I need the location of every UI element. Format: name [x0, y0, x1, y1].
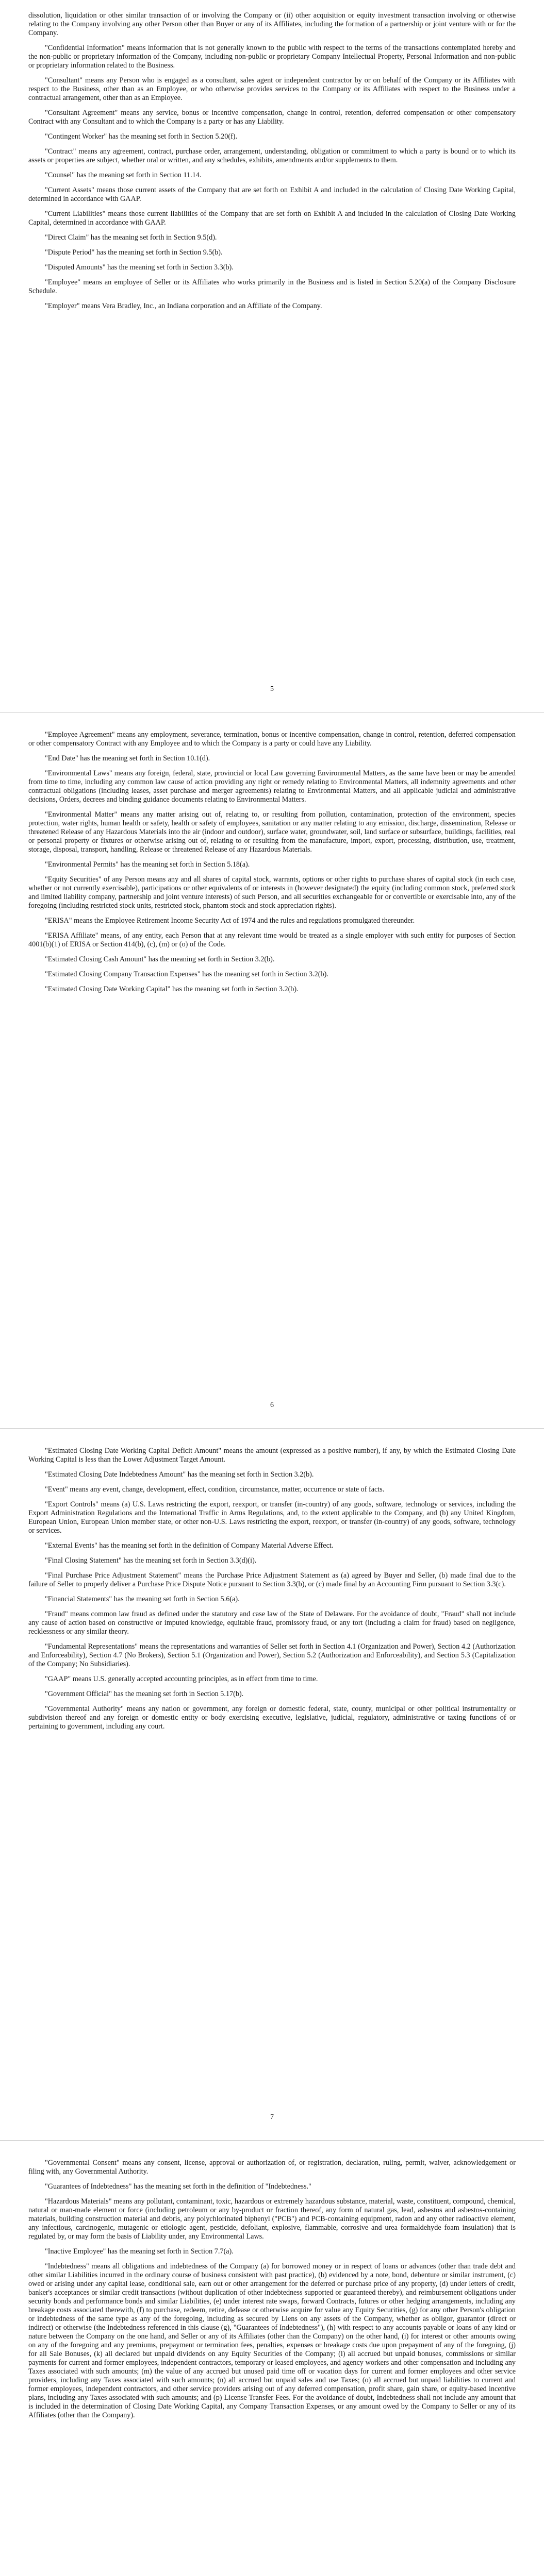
definition-paragraph: "Estimated Closing Date Indebtedness Amount" has the meaning set forth in Section 3.2(b).: [45, 1470, 314, 1479]
definition-paragraph: "Counsel" has the meaning set forth in Section 11.14.: [45, 171, 202, 179]
definition-paragraph: "Direct Claim" has the meaning set forth in Section 9.5(d).: [45, 233, 217, 242]
definition-paragraph: "Export Controls" means (a) U.S. Laws restricting the export, reexport, or transfer (in-country) of any goods, software, technology or services, including the Export Administration Regulations and the International Traffic in Arms Regulations, and, to the extent applicable to the Company, and (b) any United Kingdom, European Union, European Union member state, or other non-U.S. Laws restricting the export, reexport, or transfer (in-country) of any goods, software, technology or services.: [28, 1500, 516, 1535]
page-6-body: [28, 731, 516, 1000]
definition-paragraph: "Dispute Period" has the meaning set forth in Section 9.5(b).: [45, 248, 223, 257]
definition-paragraph: "Contingent Worker" has the meaning set forth in Section 5.20(f).: [45, 132, 238, 141]
definition-paragraph: "Hazardous Materials" means any pollutant, contaminant, toxic, hazardous or extremely hazardous substance, material, waste, constituent, compound, chemical, natural or man-made element or force (including petroleum or any by-product or fraction thereof, any form of natural gas, lead, asbestos and asbestos-containing materials, building construction material and debris, any polychlorinated biphenyl ("PCB") and PCB-containing equipment, radon and any other radioactive element, any infectious, carcinogenic, mutagenic or etiologic agent, pesticide, defoliant, explosive, flammable, corrosive and urea formaldehyde foam insulation) that is regulated by, or may form the basis of Liability under, any Environmental Laws.: [28, 2197, 516, 2241]
definition-paragraph: "Environmental Matter" means any matter arising out of, relating to, or resulting from pollution, contamination, protection of the environment, species protection, water rights, human health or safety, health or safety of employees, sanitation or any matter relating to any emission, discharge, dissemination, Release or threatened Release of any Hazardous Materials into the air (indoor and outdoor), surface water, groundwater, soil, land surface or subsurface, buildings, facilities, real or personal property or fixtures or otherwise arising out of, relating to or resulting from the manufacture, import, export, processing, distribution, use, treatment, storage, disposal, transport, handling, Release or threatened Release of any Hazardous Materials.: [28, 810, 516, 854]
page-number: 5: [270, 685, 274, 693]
page-number: 7: [270, 2113, 274, 2121]
definition-paragraph: "Estimated Closing Date Working Capital Deficit Amount" means the amount (expressed as a positive number), if any, by which the Estimated Closing Date Working Capital is less than the Lower Adjustment Target Amount.: [28, 1447, 516, 1464]
definition-paragraph: "ERISA Affiliate" means, of any entity, each Person that at any relevant time would be treated as a single employer with such entity for purposes of Section 4001(b)(1) of ERISA or Section 414(b), (c), (m) or (o) of the Code.: [28, 931, 516, 948]
definition-paragraph: dissolution, liquidation or other similar transaction of or involving the Company or (ii) other acquisition or equity investment transaction involving or otherwise relating to the Company involving any other Person other than Buyer or any of its Affiliates, including the formation of a partnership or joint venture with or for the Company.: [28, 11, 516, 37]
definition-paragraph: "Consultant Agreement" means any service, bonus or incentive compensation, change in control, retention, deferred compensation or other compensatory Contract with any Consultant and to which the Company is a party or has any Liability.: [28, 109, 516, 126]
definition-paragraph: "Consultant" means any Person who is engaged as a consultant, sales agent or independent contractor by or on behalf of the Company or its Affiliates with respect to the Business, other than as an Employee, or who otherwise provides services to the Company or its Affiliates with respect to the Business under a contractual arrangement, other than as an Employee.: [28, 76, 516, 102]
definition-paragraph: "Final Closing Statement" has the meaning set forth in Section 3.3(d)(i).: [45, 1556, 257, 1565]
definition-paragraph: "ERISA" means the Employee Retirement Income Security Act of 1974 and the rules and regulations promulgated thereunder.: [45, 917, 415, 925]
definition-paragraph: "Governmental Authority" means any nation or government, any foreign or domestic federal, state, county, municipal or other political instrumentality or subdivision thereof and any foreign or domestic entity or body exercising executive, legislative, judicial, regulatory, administrative or taxing functions of or pertaining to government, including any court.: [28, 1705, 516, 1731]
definition-paragraph: "Fraud" means common law fraud as defined under the statutory and case law of the State of Delaware. For the avoidance of doubt, "Fraud" shall not include any cause of action based on constructive or imputed knowledge, equitable fraud, promissory fraud, or any tort (including a claim for fraud) based on negligence, recklessness or any similar theory.: [28, 1610, 516, 1636]
definition-paragraph: "Final Purchase Price Adjustment Statement" means the Purchase Price Adjustment Statement as (a) agreed by Buyer and Seller, (b) made final due to the failure of Seller to properly deliver a Purchase Price Dispute Notice pursuant to Section 3.3(b), or (c) made final by an Accounting Firm pursuant to Section 3.3(c).: [28, 1571, 516, 1588]
definition-paragraph: "Employee" means an employee of Seller or its Affiliates who works primarily in the Business and is listed in Section 5.20(a) of the Company Disclosure Schedule.: [28, 278, 516, 295]
definition-paragraph: "GAAP" means U.S. generally accepted accounting principles, as in effect from time to time.: [45, 1675, 318, 1683]
definition-paragraph: "Estimated Closing Date Working Capital" has the meaning set forth in Section 3.2(b).: [45, 985, 299, 993]
definition-paragraph: "Guarantees of Indebtedness" has the meaning set forth in the definition of "Indebtedness.": [45, 2182, 311, 2191]
definition-paragraph: "Indebtedness" means all obligations and indebtedness of the Company (a) for borrowed money or in respect of loans or advances (other than trade debt and other similar Liabilities incurred in the ordinary course of business consistent with past practice), (b) evidenced by a note, bond, debenture or similar instrument, (c) owed or arising under any capital lease, conditional sale, earn out or other arrangement for the deferred or purchase price of any property, (d) under letters of credit, banker's acceptances or similar credit transactions (without duplication of other indebtedness supported or guaranteed thereby), and reimbursement obligations under security bonds and performance bonds and similar Liabilities, (e) under interest rate swaps, forward Contracts, futures or other hedging arrangements, including any breakage costs associated therewith, (f) to purchase, redeem, retire, defease or otherwise acquire for value any Equity Securities, (g) for any other Person's obligation or indebtedness of the same type as any of the foregoing, including as secured by Liens on any assets of the Company, whether as obligor, guarantor (direct or indirect) or otherwise (the Indebtedness referenced in this clause (g), "Guarantees of Indebtedness"), (h) with respect to any accounts payable or loans of any kind or nature between the Company on the one hand, and Seller or any of its Affiliates (other than the Company) on the other hand, (i) for interest or other amounts owing on any of the foregoing and any premiums, prepayment or termination fees, penalties, expenses or breakage costs due upon prepayment of any of the foregoing, (j) for all Sale Bonuses, (k) all declared but unpaid dividends on any Equity Securities of the Company; (l) all accrued but unpaid bonuses, commissions or similar payments for current and former employees, independent contractors, temporary or leased employees, and agency workers and other compensation and including any Taxes associated with such amounts; (m) the value of any accrued but unused paid time off or vacation days for current and former employees and other service providers, including any Taxes associated with such amounts; (n) all accrued but unpaid sales and use Taxes; (o) all accrued but unpaid liabilities to current and former employees, independent contractors, and other service providers arising out of any deferred compensation, profit share, gain share, or equity-based incentive plans, including any Taxes associated with such amounts; and (p) License Transfer Fees. For the avoidance of doubt, Indebtedness shall not include any amount that is included in the determination of Closing Date Working Capital, any Company Transaction Expenses, or any amount owed by the Company to Seller or any of its Affiliates (other than the Company).: [28, 2262, 516, 2419]
definition-paragraph: "Confidential Information" means information that is not generally known to the public with respect to the terms of the transactions contemplated hereby and the non-public or proprietary information of the Company, including non-public or proprietary Company Intellectual Property, Personal Information and non-public or proprietary information related to the Business.: [28, 44, 516, 70]
page-7-body: [28, 1447, 516, 1737]
page-divider: [0, 2140, 544, 2141]
definition-paragraph: "Government Official" has the meaning set forth in Section 5.17(b).: [45, 1690, 244, 1698]
definition-paragraph: "Estimated Closing Company Transaction Expenses" has the meaning set forth in Section 3.2(b).: [45, 970, 328, 978]
definition-paragraph: "External Events" has the meaning set forth in the definition of Company Material Adverse Effect.: [45, 1541, 334, 1550]
definition-paragraph: "Event" means any event, change, development, effect, condition, circumstance, matter, occurrence or state of facts.: [45, 1485, 385, 1494]
page-8-body: [28, 2159, 516, 2426]
page-divider: [0, 1428, 544, 1429]
page-number: 6: [270, 1401, 274, 1409]
definition-paragraph: "Contract" means any agreement, contract, purchase order, arrangement, understanding, obligation or commitment to which a party is bound or to which its assets or properties are subject, whether oral or written, and any schedules, exhibits, amendments and/or supplements to them.: [28, 147, 516, 164]
definition-paragraph: "Environmental Laws" means any foreign, federal, state, provincial or local Law governing Environmental Matters, as the same have been or may be amended from time to time, including any common law cause of action providing any right or remedy relating to Environmental Matters, all indemnity agreements and other contractual obligations (including leases, asset purchase and merger agreements) relating to Environmental Matters, and all applicable judicial and administrative decisions, Orders, decrees and binding guidance documents relating to Environmental Matters.: [28, 769, 516, 804]
definition-paragraph: "Fundamental Representations" means the representations and warranties of Seller set forth in Section 4.1 (Organization and Power), Section 4.2 (Authorization and Enforceability), Section 4.7 (No Brokers), Section 5.1 (Organization and Power), Section 5.2 (Authorization and Enforceability), and Section 5.3 (Capitalization of the Company; No Subsidiaries).: [28, 1642, 516, 1668]
definition-paragraph: "Estimated Closing Cash Amount" has the meaning set forth in Section 3.2(b).: [45, 955, 275, 963]
definition-paragraph: "Environmental Permits" has the meaning set forth in Section 5.18(a).: [45, 860, 250, 869]
definition-paragraph: "Current Assets" means those current assets of the Company that are set forth on Exhibit A and included in the calculation of Closing Date Working Capital, determined in accordance with GAAP.: [28, 186, 516, 203]
definition-paragraph: "Equity Securities" of any Person means any and all shares of capital stock, warrants, options or other rights to purchase shares of capital stock (in each case, whether or not currently exercisable), participations or other equivalents of or interests in (however designated) the equity (including common stock, preferred stock and limited liability company, partnership and joint venture interests) of such Person, and all securities exchangeable for or convertible or exercisable into, any of the foregoing (including restricted stock units, restricted stock, phantom stock and stock appreciation rights).: [28, 875, 516, 910]
definition-paragraph: "Employer" means Vera Bradley, Inc., an Indiana corporation and an Affiliate of the Company.: [45, 302, 322, 310]
definition-paragraph: "Current Liabilities" means those current liabilities of the Company that are set forth on Exhibit A and included in the calculation of Closing Date Working Capital, determined in accordance with GAAP.: [28, 210, 516, 227]
page-5-body: [28, 11, 516, 317]
definition-paragraph: "Disputed Amounts" has the meaning set forth in Section 3.3(b).: [45, 263, 234, 272]
definition-paragraph: "Governmental Consent" means any consent, license, approval or authorization of, or registration, declaration, ruling, permit, waiver, acknowledgement or filing with, any Governmental Authority.: [28, 2159, 516, 2176]
definition-paragraph: "Employee Agreement" means any employment, severance, termination, bonus or incentive compensation, change in control, retention, deferred compensation or other compensatory Contract with any Employee and to which the Company is a party or could have any Liability.: [28, 731, 516, 748]
definition-paragraph: "Inactive Employee" has the meaning set forth in Section 7.7(a).: [45, 2247, 234, 2256]
page-divider: [0, 712, 544, 713]
definition-paragraph: "Financial Statements" has the meaning set forth in Section 5.6(a).: [45, 1595, 240, 1603]
definition-paragraph: "End Date" has the meaning set forth in Section 10.1(d).: [45, 754, 210, 762]
